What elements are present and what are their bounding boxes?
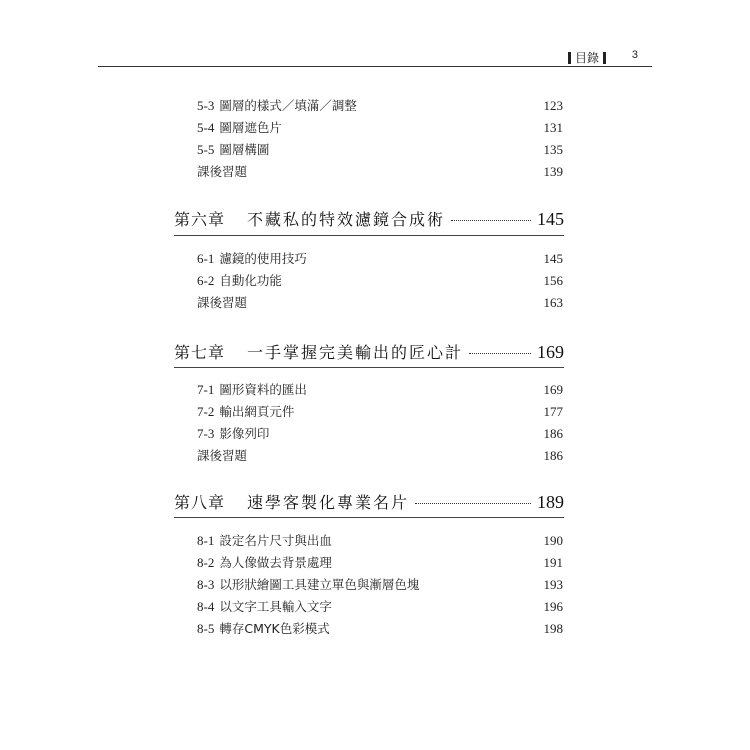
entry-number: 8-2 [197, 555, 215, 570]
chapter-heading [174, 207, 564, 230]
chapter-number: 第七章 [174, 343, 226, 362]
chapter-rule [174, 235, 564, 236]
entry-number: 7-3 [197, 426, 215, 441]
toc-entry [197, 380, 563, 398]
entry-title: 圖層遮色片 [219, 120, 282, 135]
entry-title: 轉存CMYK色彩模式 [219, 621, 330, 636]
entry-number: 7-2 [197, 404, 215, 419]
entry-page: 177 [543, 404, 563, 419]
entry-title: 以形狀繪圖工具建立單色與漸層色塊 [219, 577, 420, 592]
chapter-title: 不藏私的特效濾鏡合成術 [247, 210, 446, 229]
toc-entry [197, 575, 563, 593]
entry-number: 5-4 [197, 120, 215, 135]
entry-title: 課後習題 [197, 164, 248, 179]
entry-title: 圖層構圖 [219, 142, 270, 157]
entry-number: 8-3 [197, 577, 215, 592]
entry-number: 7-1 [197, 382, 215, 397]
toc-entry [197, 96, 563, 114]
entry-page: 169 [543, 382, 563, 397]
entry-page: 131 [543, 120, 563, 135]
entry-page: 139 [543, 164, 563, 179]
header-section-label: 目錄 [574, 51, 599, 65]
chapter-rule [174, 517, 564, 518]
entry-number: 6-2 [197, 273, 215, 288]
entry-number: 5-5 [197, 142, 215, 157]
page-number: 3 [631, 49, 638, 61]
header-bar-right [603, 52, 606, 64]
entry-page: 191 [543, 555, 563, 570]
entry-number: 8-5 [197, 621, 215, 636]
entry-page: 186 [543, 426, 563, 441]
toc-entry [197, 597, 563, 615]
chapter-number: 第八章 [174, 493, 226, 512]
header-rule [98, 66, 652, 67]
entry-title: 課後習題 [197, 448, 248, 463]
entry-title: 影像列印 [219, 426, 270, 441]
entry-title: 輸出網頁元件 [219, 404, 295, 419]
entry-title: 以文字工具輸入文字 [219, 599, 332, 614]
leader-dots [469, 353, 531, 354]
toc-entry [197, 140, 563, 158]
entry-title: 濾鏡的使用技巧 [219, 251, 307, 266]
entry-title: 為人像做去背景處理 [219, 555, 332, 570]
entry-page: 186 [543, 448, 563, 463]
entry-number: 8-1 [197, 533, 215, 548]
entry-title: 圖形資料的匯出 [219, 382, 307, 397]
entry-number: 8-4 [197, 599, 215, 614]
toc-entry [197, 531, 563, 549]
chapter-heading [174, 490, 564, 513]
chapter-page: 169 [537, 342, 564, 362]
leader-dots [415, 503, 531, 504]
toc-entry [197, 619, 563, 637]
entry-number: 5-3 [197, 98, 215, 113]
entry-page: 190 [543, 533, 563, 548]
toc-entry [197, 424, 563, 442]
chapter-page: 189 [537, 492, 564, 512]
toc-entry [197, 402, 563, 420]
leader-dots [451, 220, 531, 221]
chapter-rule [174, 367, 564, 368]
entry-title: 課後習題 [197, 295, 248, 310]
entry-page: 196 [543, 599, 563, 614]
toc-entry [197, 162, 563, 180]
entry-number: 6-1 [197, 251, 215, 266]
toc-entry [197, 293, 563, 311]
toc-entry [197, 271, 563, 289]
running-header [564, 49, 638, 66]
toc-entry [197, 553, 563, 571]
entry-page: 198 [543, 621, 563, 636]
entry-page: 123 [543, 98, 563, 113]
chapter-title: 一手掌握完美輸出的匠心計 [247, 343, 464, 362]
chapter-heading [174, 340, 564, 363]
entry-page: 145 [543, 251, 563, 266]
toc-entry [197, 118, 563, 136]
entry-page: 156 [543, 273, 563, 288]
chapter-page: 145 [537, 209, 564, 229]
entry-page: 135 [543, 142, 563, 157]
toc-entry [197, 446, 563, 464]
entry-page: 163 [543, 295, 563, 310]
entry-title: 設定名片尺寸與出血 [219, 533, 332, 548]
chapter-title: 速學客製化專業名片 [247, 493, 410, 512]
header-bar-left [568, 52, 571, 64]
toc-entry [197, 249, 563, 267]
chapter-number: 第六章 [174, 210, 226, 229]
entry-title: 圖層的樣式／填滿／調整 [219, 98, 357, 113]
entry-page: 193 [543, 577, 563, 592]
entry-title: 自動化功能 [219, 273, 282, 288]
